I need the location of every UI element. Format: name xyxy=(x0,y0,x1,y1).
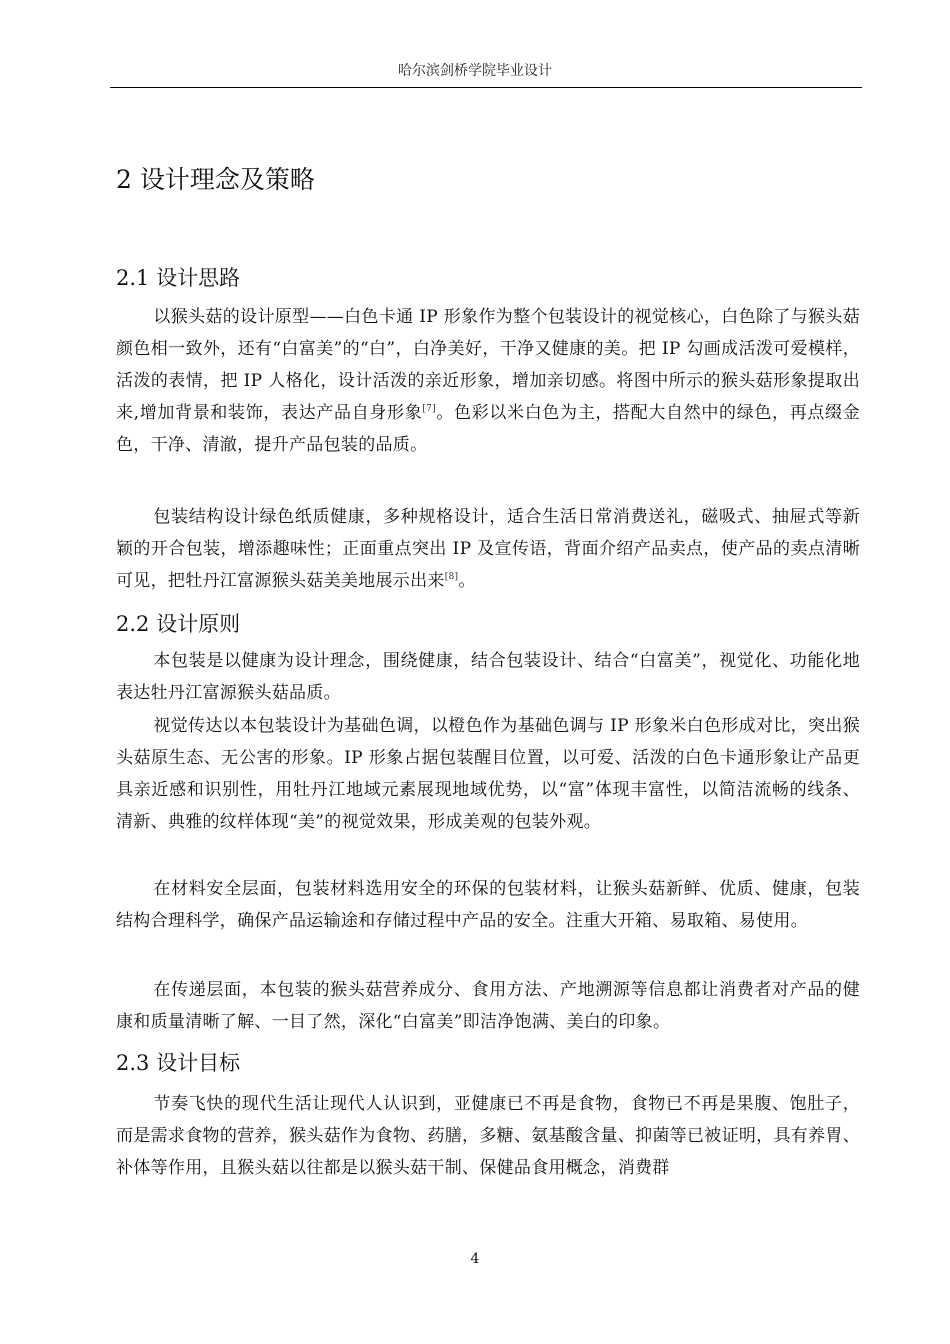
citation: [7] xyxy=(422,404,437,414)
paragraph xyxy=(116,501,860,597)
paragraph: 视觉传达以本包装设计为基础色调，以橙色作为基础色调与 IP 形象米白色形成对比，突出猴头菇原生态、无公害的形象。IP 形象占据包装醒目位置，以可爱、活泼的白色卡通形象让产品更具亲近感和识别性，用牡丹江地域元素展现地域优势，以“富”体现丰富性，以简洁流畅的线条、清新、典雅的纹样体现“美”的视觉效果，形成美观的包装外观。 xyxy=(116,716,860,832)
header-divider xyxy=(110,87,862,88)
paragraph: 在传递层面，本包装的猴头菇营养成分、食用方法、产地溯源等信息都让消费者对产品的健康和质量清晰了解、一目了然，深化“白富美”即洁净饱满、美白的印象。 xyxy=(116,980,860,1032)
paragraph-text: 以猴头菇的设计原型——白色卡通 IP 形象作为整个包装设计的视觉核心，白色除了与猴头菇颜色相一致外，还有“白富美”的“白”，白净美好，干净又健康的美。把 IP 勾画成活泼可爱模样，活泼的表情，把 IP 人格化，设计活泼的亲近形象，增加亲切感。将图中所示的猴头菇形象提取出来,增加背景和装饰，表达产品自身形象 xyxy=(116,307,860,423)
section-title-2-1: 2.1 设计思路 xyxy=(116,266,241,290)
paragraph-text: 包装结构设计绿色纸质健康，多种规格设计，适合生活日常消费送礼，磁吸式、抽屉式等新颖的开合包装，增添趣味性；正面重点突出 IP 及宣传语，背面介绍产品卖点，使产品的卖点清晰可见，把牡丹江富源猴头菇美美地展示出来 xyxy=(116,507,860,591)
paragraph-text: 。色彩以米白色为主，搭配大自然中的绿色，再点缀金色，干净、清澈，提升产品包装的品质。 xyxy=(116,403,860,455)
running-header: 哈尔滨剑桥学院毕业设计 xyxy=(398,63,552,79)
paragraph: 在材料安全层面，包装材料选用安全的环保的包装材料，让猴头菇新鲜、优质、健康，包装结构合理科学，确保产品运输途和存储过程中产品的安全。注重大开箱、易取箱、易使用。 xyxy=(116,879,860,931)
page-number: 4 xyxy=(470,1251,480,1267)
section-title-2-2: 2.2 设计原则 xyxy=(116,612,241,636)
chapter-title: 2 设计理念及策略 xyxy=(116,165,315,194)
paragraph: 本包装是以健康为设计理念，围绕健康，结合包装设计、结合“白富美”，视觉化、功能化地表达牡丹江富源猴头菇品质。 xyxy=(116,651,860,703)
paragraph: 节奏飞快的现代生活让现代人认识到，亚健康已不再是食物，食物已不再是果腹、饱肚子，而是需求食物的营养，猴头菇作为食物、药膳，多糖、氨基酸含量、抑菌等已被证明，具有养胃、补体等作用，且猴头菇以往都是以猴头菇干制、保健品食用概念，消费群 xyxy=(116,1094,860,1178)
citation: [8] xyxy=(444,572,459,582)
section-title-2-3: 2.3 设计目标 xyxy=(116,1051,241,1075)
paragraph xyxy=(116,301,860,461)
paragraph-text: 。 xyxy=(458,571,476,591)
